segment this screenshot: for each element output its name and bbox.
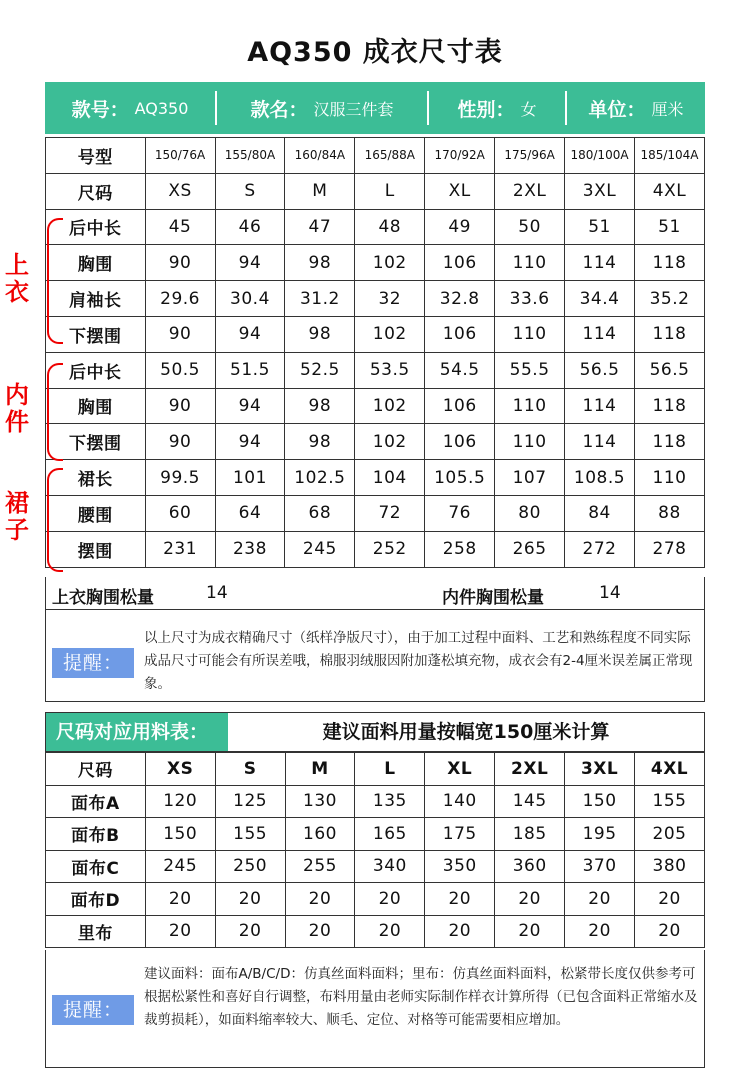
table-cell: 108.5 <box>565 460 635 496</box>
table-cell: 51 <box>565 209 635 245</box>
material-table <box>45 752 705 948</box>
material-title: 建议面料用量按幅宽150厘米计算 <box>322 721 610 743</box>
table-cell: 45 <box>145 209 215 245</box>
style-number: 款号： AQ350 <box>71 98 189 121</box>
table-cell: 98 <box>285 388 355 424</box>
table-cell: 20 <box>145 883 215 916</box>
table-cell: 370 <box>565 850 635 883</box>
size-chart-table <box>45 137 705 568</box>
table-cell: 155 <box>635 785 705 818</box>
table-row <box>46 424 705 460</box>
table-cell: 90 <box>145 424 215 460</box>
table-cell: 350 <box>425 850 495 883</box>
table-cell: 105.5 <box>425 460 495 496</box>
table-cell: 47 <box>285 209 355 245</box>
table-cell: 114 <box>565 316 635 352</box>
table-row <box>46 352 705 388</box>
table-cell: 20 <box>425 915 495 948</box>
page-title: AQ350 成衣尺寸表 <box>247 37 503 68</box>
table-cell: 20 <box>565 915 635 948</box>
table-cell: M <box>285 173 355 209</box>
table-cell: 106 <box>425 424 495 460</box>
bracket-skirt <box>47 468 63 572</box>
table-cell: L <box>355 753 425 786</box>
table-cell: 20 <box>495 883 565 916</box>
table-cell: 265 <box>495 531 565 567</box>
table-cell: 238 <box>215 531 285 567</box>
table-cell: 50 <box>495 209 565 245</box>
row-label: 裙长 <box>46 460 146 496</box>
reminder-text: 以上尺寸为成衣精确尺寸（纸样净版尺寸），由于加工过程中面料、工艺和熟练程度不同实际成品尺寸可能会有所误差哦，棉服羽绒服因附加蓬松填充物，成衣会有2-4厘米误差属正常现象。 <box>144 630 693 692</box>
reminder-tag: 提醒： <box>52 995 134 1025</box>
table-cell: 360 <box>495 850 565 883</box>
table-cell: 278 <box>634 531 704 567</box>
row-label: 肩袖长 <box>46 281 146 317</box>
table-cell: 170/92A <box>425 138 495 174</box>
table-cell: 231 <box>145 531 215 567</box>
table-cell: 195 <box>565 818 635 851</box>
table-cell: 140 <box>425 785 495 818</box>
table-cell: 94 <box>215 424 285 460</box>
table-cell: 55.5 <box>495 352 565 388</box>
inner-ease-value: 14 <box>599 583 621 603</box>
table-cell: 29.6 <box>145 281 215 317</box>
table-cell: 110 <box>634 460 704 496</box>
table-cell: 175 <box>425 818 495 851</box>
table-cell: 118 <box>634 388 704 424</box>
table-cell: 20 <box>285 883 355 916</box>
table-cell: 252 <box>355 531 425 567</box>
table-cell: 130 <box>285 785 355 818</box>
table-cell: 20 <box>215 883 285 916</box>
table-cell: 4XL <box>634 173 704 209</box>
table-cell: 48 <box>355 209 425 245</box>
table-cell: 31.2 <box>285 281 355 317</box>
top-ease-value: 14 <box>206 583 228 603</box>
table-cell: 20 <box>285 915 355 948</box>
row-label: 下摆围 <box>46 316 146 352</box>
row-label: 面布D <box>46 883 146 916</box>
table-cell: 102.5 <box>285 460 355 496</box>
table-cell: 118 <box>634 245 704 281</box>
table-cell: 340 <box>355 850 425 883</box>
table-cell: 50.5 <box>145 352 215 388</box>
table-cell: 114 <box>565 424 635 460</box>
table-cell: 35.2 <box>634 281 704 317</box>
table-cell: 90 <box>145 245 215 281</box>
table-cell: 51 <box>634 209 704 245</box>
table-cell: 76 <box>425 495 495 531</box>
row-label: 里布 <box>46 915 146 948</box>
bracket-top <box>47 218 63 344</box>
table-cell: 33.6 <box>495 281 565 317</box>
table-cell: 114 <box>565 388 635 424</box>
table-cell: 155 <box>215 818 285 851</box>
group-label-top: 上衣 <box>5 251 29 306</box>
inner-ease-label: 内件胸围松量 <box>442 588 544 608</box>
table-cell: 107 <box>495 460 565 496</box>
table-cell: 60 <box>145 495 215 531</box>
table-cell: 160 <box>285 818 355 851</box>
table-cell: 88 <box>634 495 704 531</box>
table-cell: 53.5 <box>355 352 425 388</box>
table-cell: 2XL <box>495 753 565 786</box>
table-cell: 20 <box>355 883 425 916</box>
row-label: 摆围 <box>46 531 146 567</box>
table-cell: 52.5 <box>285 352 355 388</box>
table-cell: 64 <box>215 495 285 531</box>
table-cell: 20 <box>425 883 495 916</box>
table-cell: 120 <box>145 785 215 818</box>
table-cell: 102 <box>355 316 425 352</box>
table-cell: 118 <box>634 424 704 460</box>
table-cell: XS <box>145 753 215 786</box>
table-cell: 150 <box>565 785 635 818</box>
material-header <box>45 712 705 752</box>
table-cell: 80 <box>495 495 565 531</box>
style-name: 款名： 汉服三件套 <box>250 98 394 121</box>
table-cell: 102 <box>355 388 425 424</box>
table-cell: 72 <box>355 495 425 531</box>
table-row <box>46 388 705 424</box>
table-cell: 30.4 <box>215 281 285 317</box>
table-cell: 180/100A <box>565 138 635 174</box>
table-cell: 118 <box>634 316 704 352</box>
table-row <box>46 785 705 818</box>
table-row <box>46 818 705 851</box>
table-cell: 90 <box>145 388 215 424</box>
reminder-text: 建议面料：面布A/B/C/D：仿真丝面料面料；里布：仿真丝面料面料，松紧带长度仅供参考可根据松紧性和喜好自行调整，布料用量由老师实际制作样衣计算所得（已包含面料正常缩水及裁剪损耗），如面料缩率较大、顺毛、定位、对格等可能需要相应增加。 <box>144 966 698 1028</box>
table-row <box>46 753 705 786</box>
table-cell: 185/104A <box>634 138 704 174</box>
row-label: 胸围 <box>46 388 146 424</box>
table-row <box>46 281 705 317</box>
table-cell: 56.5 <box>634 352 704 388</box>
reminder-tag: 提醒： <box>52 648 134 678</box>
table-cell: S <box>215 173 285 209</box>
table-row <box>46 531 705 567</box>
table-cell: 135 <box>355 785 425 818</box>
row-label: 后中长 <box>46 352 146 388</box>
table-row <box>46 883 705 916</box>
row-label: 面布A <box>46 785 146 818</box>
table-cell: 20 <box>635 883 705 916</box>
table-cell: 34.4 <box>565 281 635 317</box>
table-cell: 20 <box>215 915 285 948</box>
table-cell: 145 <box>495 785 565 818</box>
ease-row <box>45 577 705 610</box>
table-cell: 4XL <box>635 753 705 786</box>
table-cell: 155/80A <box>215 138 285 174</box>
table-cell: 20 <box>635 915 705 948</box>
table-cell: 150/76A <box>145 138 215 174</box>
table-cell: 160/84A <box>285 138 355 174</box>
table-cell: 175/96A <box>495 138 565 174</box>
table-cell: 3XL <box>565 173 635 209</box>
table-cell: 20 <box>355 915 425 948</box>
table-cell: 165 <box>355 818 425 851</box>
table-cell: 106 <box>425 245 495 281</box>
table-cell: 94 <box>215 316 285 352</box>
table-row <box>46 138 705 174</box>
table-cell: L <box>355 173 425 209</box>
table-cell: 245 <box>285 531 355 567</box>
row-label: 面布C <box>46 850 146 883</box>
group-label-skirt: 裙子 <box>5 489 29 544</box>
top-ease-label: 上衣胸围松量 <box>52 588 154 608</box>
table-cell: 32 <box>355 281 425 317</box>
table-row <box>46 495 705 531</box>
table-cell: 68 <box>285 495 355 531</box>
material-label: 尺码对应用料表： <box>46 713 228 751</box>
table-cell: 102 <box>355 245 425 281</box>
table-row <box>46 850 705 883</box>
row-label: 腰围 <box>46 495 146 531</box>
table-cell: 84 <box>565 495 635 531</box>
table-cell: 110 <box>495 316 565 352</box>
table-cell: M <box>285 753 355 786</box>
table-row <box>46 316 705 352</box>
table-cell: 110 <box>495 424 565 460</box>
table-cell: S <box>215 753 285 786</box>
table-row <box>46 915 705 948</box>
row-label: 尺码 <box>46 173 146 209</box>
table-cell: 56.5 <box>565 352 635 388</box>
table-cell: 98 <box>285 424 355 460</box>
reminder-box-1 <box>45 610 705 702</box>
table-cell: 54.5 <box>425 352 495 388</box>
table-cell: 99.5 <box>145 460 215 496</box>
table-cell: 380 <box>635 850 705 883</box>
group-label-inner: 内件 <box>5 381 29 436</box>
table-cell: 20 <box>565 883 635 916</box>
table-cell: 250 <box>215 850 285 883</box>
table-cell: 94 <box>215 245 285 281</box>
table-row <box>46 245 705 281</box>
table-cell: 2XL <box>495 173 565 209</box>
row-label: 面布B <box>46 818 146 851</box>
table-cell: 106 <box>425 388 495 424</box>
row-label: 号型 <box>46 138 146 174</box>
reminder-box-2 <box>45 950 705 1068</box>
table-cell: XS <box>145 173 215 209</box>
table-cell: 255 <box>285 850 355 883</box>
table-cell: 49 <box>425 209 495 245</box>
table-cell: 20 <box>495 915 565 948</box>
table-cell: XL <box>425 753 495 786</box>
unit: 单位： 厘米 <box>588 98 684 121</box>
table-row <box>46 209 705 245</box>
table-cell: 106 <box>425 316 495 352</box>
table-cell: 102 <box>355 424 425 460</box>
table-cell: 94 <box>215 388 285 424</box>
table-cell: 150 <box>145 818 215 851</box>
row-label: 后中长 <box>46 209 146 245</box>
row-label: 胸围 <box>46 245 146 281</box>
table-cell: 90 <box>145 316 215 352</box>
table-row <box>46 173 705 209</box>
product-header-bar <box>45 82 705 134</box>
table-cell: 258 <box>425 531 495 567</box>
table-cell: 125 <box>215 785 285 818</box>
table-cell: 272 <box>565 531 635 567</box>
row-label: 下摆围 <box>46 424 146 460</box>
table-cell: 101 <box>215 460 285 496</box>
table-cell: 51.5 <box>215 352 285 388</box>
table-cell: 110 <box>495 245 565 281</box>
row-label: 尺码 <box>46 753 146 786</box>
gender: 性别： 女 <box>457 98 537 121</box>
table-cell: 245 <box>145 850 215 883</box>
table-cell: 165/88A <box>355 138 425 174</box>
table-cell: 98 <box>285 245 355 281</box>
bracket-inner <box>47 363 63 461</box>
table-cell: 114 <box>565 245 635 281</box>
table-cell: XL <box>425 173 495 209</box>
table-cell: 20 <box>145 915 215 948</box>
table-row <box>46 460 705 496</box>
table-cell: 98 <box>285 316 355 352</box>
table-cell: 205 <box>635 818 705 851</box>
table-cell: 104 <box>355 460 425 496</box>
table-cell: 3XL <box>565 753 635 786</box>
table-cell: 46 <box>215 209 285 245</box>
table-cell: 185 <box>495 818 565 851</box>
table-cell: 32.8 <box>425 281 495 317</box>
table-cell: 110 <box>495 388 565 424</box>
